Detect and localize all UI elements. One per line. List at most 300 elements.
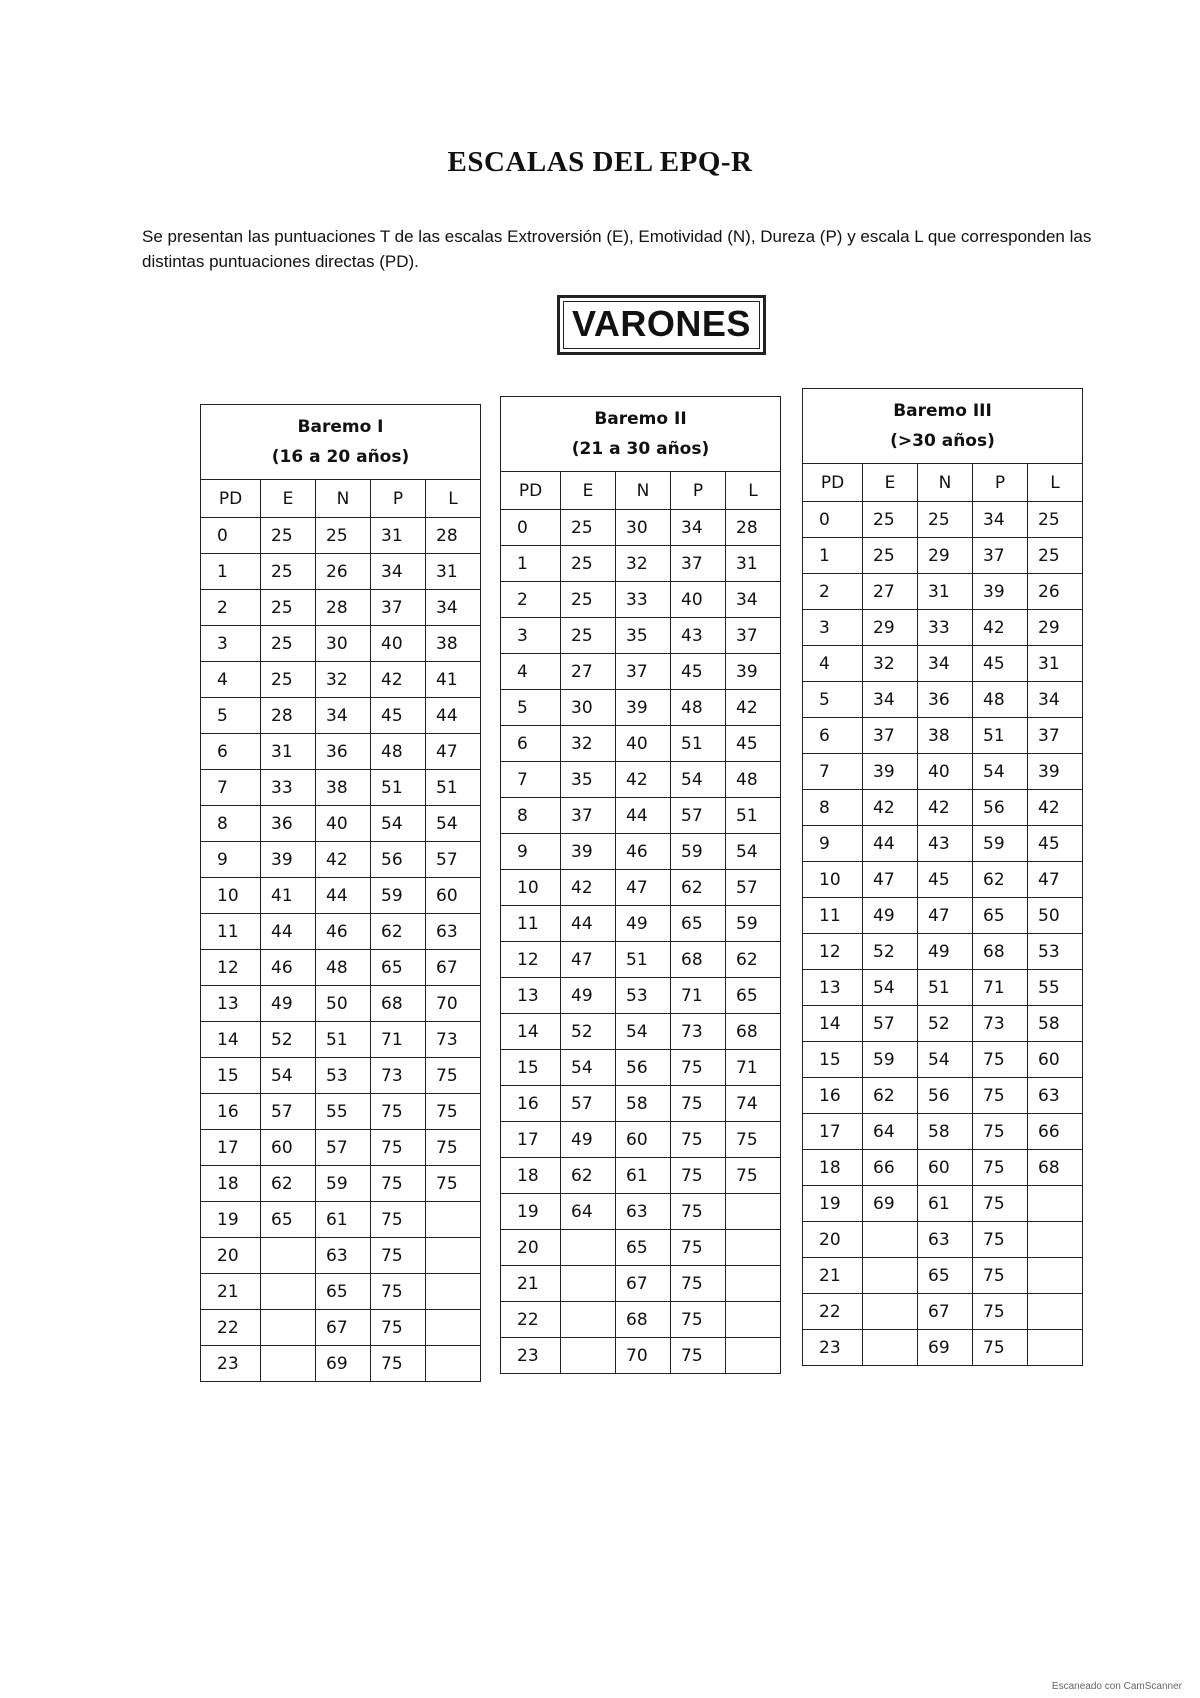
score-cell: 54: [973, 754, 1028, 790]
table-row: [201, 842, 481, 878]
score-cell: 52: [863, 934, 918, 970]
score-cell: 56: [973, 790, 1028, 826]
pd-cell: 13: [803, 970, 863, 1006]
score-cell: 75: [671, 1158, 726, 1194]
column-header: L: [1028, 464, 1083, 502]
score-cell: 61: [616, 1158, 671, 1194]
score-cell: 69: [918, 1330, 973, 1366]
table-row: [501, 726, 781, 762]
table-row: [501, 690, 781, 726]
score-cell: 75: [426, 1058, 481, 1094]
score-cell: 34: [726, 582, 781, 618]
pd-cell: 10: [501, 870, 561, 906]
score-cell: 64: [863, 1114, 918, 1150]
pd-cell: 9: [501, 834, 561, 870]
score-cell: 27: [863, 574, 918, 610]
score-cell: 75: [371, 1130, 426, 1166]
score-cell: 75: [973, 1294, 1028, 1330]
score-cell: 60: [426, 878, 481, 914]
score-cell: 73: [426, 1022, 481, 1058]
table-row: [803, 1042, 1083, 1078]
table-row: [201, 626, 481, 662]
table-row: [201, 590, 481, 626]
score-cell: 31: [1028, 646, 1083, 682]
score-cell: 75: [671, 1122, 726, 1158]
pd-cell: 17: [803, 1114, 863, 1150]
score-cell: 26: [316, 554, 371, 590]
score-cell: 30: [616, 510, 671, 546]
score-cell: 31: [918, 574, 973, 610]
pd-cell: 2: [201, 590, 261, 626]
table-row: [803, 646, 1083, 682]
pd-cell: 23: [201, 1346, 261, 1382]
table-row: [803, 1294, 1083, 1330]
baremo-header: [803, 389, 1083, 464]
score-cell: 42: [561, 870, 616, 906]
pd-cell: 23: [803, 1330, 863, 1366]
table-row: [803, 1006, 1083, 1042]
score-cell: 70: [426, 986, 481, 1022]
score-cell: 27: [561, 654, 616, 690]
table-row: [201, 1130, 481, 1166]
column-header-row: [501, 472, 781, 510]
score-cell: 59: [973, 826, 1028, 862]
score-cell: 38: [316, 770, 371, 806]
score-cell: [426, 1274, 481, 1310]
score-cell: 36: [261, 806, 316, 842]
score-cell: 35: [561, 762, 616, 798]
baremo-age-range: (16 a 20 años): [271, 447, 410, 467]
score-cell: 54: [671, 762, 726, 798]
score-cell: 39: [616, 690, 671, 726]
pd-cell: 10: [803, 862, 863, 898]
score-cell: 75: [371, 1094, 426, 1130]
score-cell: 51: [973, 718, 1028, 754]
score-cell: 67: [426, 950, 481, 986]
pd-cell: 19: [803, 1186, 863, 1222]
score-cell: 59: [863, 1042, 918, 1078]
score-cell: 45: [1028, 826, 1083, 862]
table-row: [501, 510, 781, 546]
pd-cell: 21: [501, 1266, 561, 1302]
pd-cell: 16: [501, 1086, 561, 1122]
score-cell: [561, 1266, 616, 1302]
score-cell: 44: [426, 698, 481, 734]
pd-cell: 10: [201, 878, 261, 914]
table-row: [201, 950, 481, 986]
score-cell: 75: [973, 1114, 1028, 1150]
score-cell: 26: [1028, 574, 1083, 610]
score-cell: 67: [316, 1310, 371, 1346]
score-cell: 39: [1028, 754, 1083, 790]
baremo-table-3: [802, 388, 1083, 1366]
score-cell: 45: [371, 698, 426, 734]
score-cell: 44: [561, 906, 616, 942]
score-cell: 75: [426, 1094, 481, 1130]
score-cell: 68: [1028, 1150, 1083, 1186]
score-cell: 32: [316, 662, 371, 698]
score-cell: [261, 1274, 316, 1310]
pd-cell: 17: [501, 1122, 561, 1158]
score-cell: 54: [726, 834, 781, 870]
column-header: E: [561, 472, 616, 510]
score-cell: 42: [1028, 790, 1083, 826]
pd-cell: 18: [501, 1158, 561, 1194]
table-row: [803, 538, 1083, 574]
table-row: [501, 1338, 781, 1374]
score-cell: 32: [863, 646, 918, 682]
score-cell: 39: [973, 574, 1028, 610]
score-cell: 70: [616, 1338, 671, 1374]
score-cell: 34: [371, 554, 426, 590]
column-header: L: [426, 480, 481, 518]
table-row: [803, 1186, 1083, 1222]
score-cell: 48: [316, 950, 371, 986]
pd-cell: 18: [201, 1166, 261, 1202]
pd-cell: 7: [201, 770, 261, 806]
table-row: [803, 1078, 1083, 1114]
score-cell: 75: [973, 1042, 1028, 1078]
score-cell: 28: [426, 518, 481, 554]
score-cell: 49: [261, 986, 316, 1022]
score-cell: 75: [371, 1166, 426, 1202]
score-cell: 52: [918, 1006, 973, 1042]
score-cell: 71: [371, 1022, 426, 1058]
score-cell: 40: [316, 806, 371, 842]
score-cell: 47: [426, 734, 481, 770]
score-cell: 54: [918, 1042, 973, 1078]
pd-cell: 20: [803, 1222, 863, 1258]
score-cell: 50: [316, 986, 371, 1022]
table-row: [501, 1158, 781, 1194]
table-row: [501, 1230, 781, 1266]
score-cell: 49: [863, 898, 918, 934]
table-row: [201, 554, 481, 590]
score-cell: 60: [918, 1150, 973, 1186]
table-row: [201, 878, 481, 914]
table-row: [501, 798, 781, 834]
table-row: [803, 1258, 1083, 1294]
table-row: [201, 914, 481, 950]
score-cell: 58: [1028, 1006, 1083, 1042]
section-label: VARONES: [563, 301, 760, 349]
score-cell: [726, 1338, 781, 1374]
score-cell: 57: [261, 1094, 316, 1130]
score-cell: [1028, 1294, 1083, 1330]
score-cell: 59: [371, 878, 426, 914]
pd-cell: 7: [803, 754, 863, 790]
score-cell: 37: [726, 618, 781, 654]
score-cell: 63: [616, 1194, 671, 1230]
score-cell: 54: [261, 1058, 316, 1094]
score-cell: 63: [918, 1222, 973, 1258]
pd-cell: 4: [501, 654, 561, 690]
pd-cell: 21: [803, 1258, 863, 1294]
table-row: [501, 762, 781, 798]
table-row: [803, 682, 1083, 718]
score-cell: [426, 1310, 481, 1346]
score-cell: 65: [973, 898, 1028, 934]
score-cell: [1028, 1186, 1083, 1222]
score-cell: 51: [918, 970, 973, 1006]
score-cell: 34: [973, 502, 1028, 538]
score-cell: 31: [371, 518, 426, 554]
score-cell: 75: [973, 1330, 1028, 1366]
score-cell: 62: [726, 942, 781, 978]
score-cell: 75: [371, 1202, 426, 1238]
score-cell: 33: [261, 770, 316, 806]
score-cell: 58: [918, 1114, 973, 1150]
table-row: [201, 770, 481, 806]
table-row: [803, 826, 1083, 862]
column-header: E: [863, 464, 918, 502]
score-cell: 46: [616, 834, 671, 870]
score-cell: 75: [371, 1310, 426, 1346]
score-cell: 50: [1028, 898, 1083, 934]
score-cell: 75: [973, 1186, 1028, 1222]
score-cell: 34: [316, 698, 371, 734]
score-cell: 42: [371, 662, 426, 698]
score-cell: 36: [918, 682, 973, 718]
table-row: [201, 1310, 481, 1346]
baremo-header: [501, 397, 781, 472]
score-cell: [726, 1266, 781, 1302]
score-cell: 42: [726, 690, 781, 726]
score-cell: 42: [918, 790, 973, 826]
score-cell: 57: [863, 1006, 918, 1042]
score-cell: 57: [726, 870, 781, 906]
score-cell: 25: [561, 582, 616, 618]
pd-cell: 22: [501, 1302, 561, 1338]
score-cell: 25: [918, 502, 973, 538]
score-cell: 65: [918, 1258, 973, 1294]
score-cell: 49: [616, 906, 671, 942]
score-cell: 55: [1028, 970, 1083, 1006]
score-cell: 60: [261, 1130, 316, 1166]
pd-cell: 5: [201, 698, 261, 734]
column-header: N: [316, 480, 371, 518]
score-cell: 75: [726, 1122, 781, 1158]
score-cell: 71: [726, 1050, 781, 1086]
score-cell: 65: [371, 950, 426, 986]
table-row: [201, 1202, 481, 1238]
baremo-name: Baremo II: [594, 409, 687, 429]
score-cell: 75: [671, 1230, 726, 1266]
table-row: [803, 898, 1083, 934]
table-row: [201, 662, 481, 698]
pd-cell: 20: [201, 1238, 261, 1274]
score-cell: 32: [561, 726, 616, 762]
score-cell: 57: [426, 842, 481, 878]
score-cell: 38: [426, 626, 481, 662]
score-cell: 68: [973, 934, 1028, 970]
score-cell: 29: [863, 610, 918, 646]
pd-cell: 8: [501, 798, 561, 834]
score-cell: [426, 1238, 481, 1274]
table-row: [501, 1014, 781, 1050]
score-cell: [863, 1330, 918, 1366]
score-cell: [426, 1346, 481, 1382]
table-row: [501, 1302, 781, 1338]
score-cell: 46: [261, 950, 316, 986]
score-cell: 48: [371, 734, 426, 770]
score-cell: [261, 1238, 316, 1274]
score-cell: 33: [918, 610, 973, 646]
score-cell: 47: [1028, 862, 1083, 898]
pd-cell: 4: [803, 646, 863, 682]
score-cell: 45: [726, 726, 781, 762]
score-cell: 54: [616, 1014, 671, 1050]
score-cell: 51: [371, 770, 426, 806]
pd-cell: 4: [201, 662, 261, 698]
pd-cell: 11: [803, 898, 863, 934]
score-cell: 73: [371, 1058, 426, 1094]
score-cell: 71: [973, 970, 1028, 1006]
score-cell: 57: [561, 1086, 616, 1122]
score-cell: 62: [261, 1166, 316, 1202]
table-row: [501, 1194, 781, 1230]
score-cell: 75: [671, 1194, 726, 1230]
score-cell: 28: [261, 698, 316, 734]
table-row: [501, 1122, 781, 1158]
score-cell: 75: [973, 1150, 1028, 1186]
pd-cell: 19: [501, 1194, 561, 1230]
pd-cell: 17: [201, 1130, 261, 1166]
score-cell: 75: [371, 1346, 426, 1382]
score-cell: 38: [918, 718, 973, 754]
pd-cell: 14: [803, 1006, 863, 1042]
score-cell: 31: [426, 554, 481, 590]
score-cell: 59: [316, 1166, 371, 1202]
pd-cell: 18: [803, 1150, 863, 1186]
score-cell: 65: [316, 1274, 371, 1310]
score-cell: 33: [616, 582, 671, 618]
score-cell: 36: [316, 734, 371, 770]
table-row: [201, 1346, 481, 1382]
pd-cell: 1: [501, 546, 561, 582]
score-cell: 54: [426, 806, 481, 842]
score-cell: 43: [918, 826, 973, 862]
baremo-name: Baremo I: [297, 417, 384, 437]
score-cell: [726, 1302, 781, 1338]
score-cell: 54: [371, 806, 426, 842]
column-header: P: [671, 472, 726, 510]
score-cell: 56: [371, 842, 426, 878]
score-cell: 37: [371, 590, 426, 626]
pd-cell: 19: [201, 1202, 261, 1238]
pd-cell: 6: [501, 726, 561, 762]
score-cell: 39: [561, 834, 616, 870]
score-cell: 34: [918, 646, 973, 682]
pd-cell: 22: [201, 1310, 261, 1346]
pd-cell: 21: [201, 1274, 261, 1310]
pd-cell: 14: [501, 1014, 561, 1050]
score-cell: 42: [616, 762, 671, 798]
table-row: [201, 518, 481, 554]
table-row: [201, 1166, 481, 1202]
score-cell: 44: [863, 826, 918, 862]
score-cell: 45: [973, 646, 1028, 682]
score-cell: 25: [261, 662, 316, 698]
score-cell: 58: [616, 1086, 671, 1122]
score-cell: 60: [616, 1122, 671, 1158]
table-row: [501, 546, 781, 582]
pd-cell: 6: [803, 718, 863, 754]
score-cell: 64: [561, 1194, 616, 1230]
score-cell: 44: [261, 914, 316, 950]
table-row: [201, 986, 481, 1022]
score-cell: 75: [671, 1086, 726, 1122]
score-cell: 37: [1028, 718, 1083, 754]
table-row: [803, 1330, 1083, 1366]
score-cell: 75: [371, 1274, 426, 1310]
score-cell: 75: [671, 1266, 726, 1302]
score-cell: 28: [316, 590, 371, 626]
score-cell: 69: [863, 1186, 918, 1222]
score-cell: 40: [616, 726, 671, 762]
column-header: PD: [501, 472, 561, 510]
score-cell: 39: [863, 754, 918, 790]
score-cell: 51: [426, 770, 481, 806]
score-cell: 68: [671, 942, 726, 978]
score-cell: 57: [671, 798, 726, 834]
score-cell: 75: [973, 1258, 1028, 1294]
score-cell: 67: [616, 1266, 671, 1302]
score-cell: 75: [973, 1222, 1028, 1258]
score-cell: 67: [918, 1294, 973, 1330]
score-cell: 49: [561, 978, 616, 1014]
table-row: [501, 582, 781, 618]
score-cell: 54: [863, 970, 918, 1006]
score-cell: 59: [726, 906, 781, 942]
score-cell: 42: [316, 842, 371, 878]
score-cell: 37: [863, 718, 918, 754]
pd-cell: 11: [501, 906, 561, 942]
score-cell: 60: [1028, 1042, 1083, 1078]
column-header-row: [201, 480, 481, 518]
score-cell: [726, 1230, 781, 1266]
score-cell: 48: [726, 762, 781, 798]
score-cell: 53: [1028, 934, 1083, 970]
column-header: N: [918, 464, 973, 502]
score-cell: 56: [918, 1078, 973, 1114]
score-cell: 75: [671, 1302, 726, 1338]
score-cell: 71: [671, 978, 726, 1014]
score-cell: 37: [671, 546, 726, 582]
score-cell: 34: [863, 682, 918, 718]
score-cell: 25: [316, 518, 371, 554]
score-cell: 25: [863, 502, 918, 538]
score-cell: 61: [316, 1202, 371, 1238]
table-row: [803, 502, 1083, 538]
baremo-header: [201, 405, 481, 480]
column-header: N: [616, 472, 671, 510]
score-cell: 52: [561, 1014, 616, 1050]
table-row: [803, 790, 1083, 826]
pd-cell: 9: [201, 842, 261, 878]
pd-cell: 12: [501, 942, 561, 978]
pd-cell: 16: [803, 1078, 863, 1114]
score-cell: 25: [261, 554, 316, 590]
score-cell: 75: [726, 1158, 781, 1194]
pd-cell: 14: [201, 1022, 261, 1058]
score-cell: 61: [918, 1186, 973, 1222]
baremo-table-2: [500, 396, 781, 1374]
page-title: ESCALAS DEL EPQ-R: [447, 146, 753, 178]
score-cell: 73: [671, 1014, 726, 1050]
score-cell: 62: [973, 862, 1028, 898]
score-cell: 56: [616, 1050, 671, 1086]
